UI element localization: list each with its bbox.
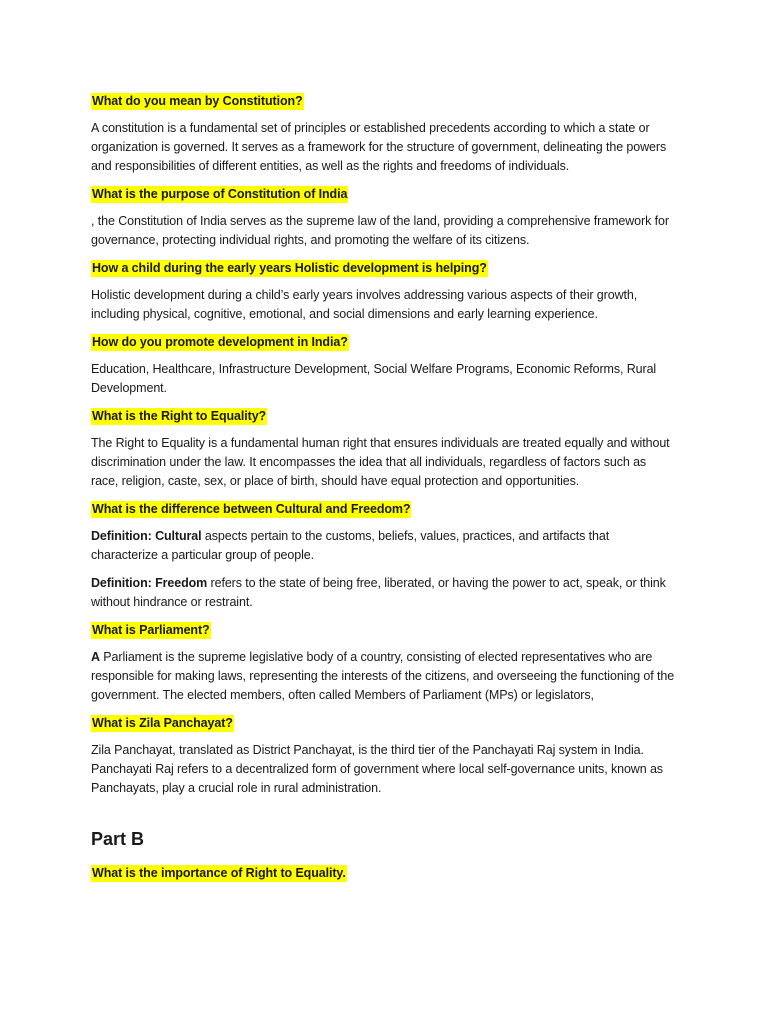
qa-importance-equality xyxy=(91,864,676,891)
qa-zila-panchayat xyxy=(91,714,676,798)
definition-label: Definition: Freedom xyxy=(91,576,208,590)
question-heading: What is the Right to Equality? xyxy=(92,409,267,423)
answer-text: The Right to Equality is a fundamental human right that ensures individuals are treated equally and without discrimination under the law. It encompasses the idea that all individuals, regardless of factors such as race, religion, caste, sex, or place of birth, should have equal protection and opportunities. xyxy=(91,436,670,488)
qa-holistic-development xyxy=(91,259,676,324)
answer-bold-lead: A xyxy=(91,650,100,664)
question-heading: What is the importance of Right to Equality. xyxy=(92,866,346,880)
answer-body: Parliament is the supreme legislative body of a country, consisting of elected representatives who are responsible for making laws, representing the interests of the citizens, and overseeing the functioning of the government. The elected members, often called Members of Parliament (MPs) or legislators, xyxy=(91,650,675,702)
question-heading: How do you promote development in India? xyxy=(92,335,348,349)
definition-cultural xyxy=(91,527,676,565)
question-heading: What is the purpose of Constitution of India xyxy=(92,187,348,201)
qa-purpose-constitution xyxy=(91,185,676,250)
definition-freedom xyxy=(91,574,676,612)
answer-text xyxy=(91,648,676,705)
question-heading: What is the difference between Cultural and Freedom? xyxy=(92,502,411,516)
part-b-title: Part B xyxy=(91,829,145,849)
question-heading: What is Zila Panchayat? xyxy=(92,716,233,730)
definition-label: Definition: Cultural xyxy=(91,529,202,543)
answer-text: A constitution is a fundamental set of principles or established precedents according to which a state or organization is governed. It serves as a framework for the structure of government, delineating the powers and responsibilities of different entities, as well as the rights and freedoms of individuals. xyxy=(91,121,667,173)
question-heading: What do you mean by Constitution? xyxy=(92,94,303,108)
definition-text: aspects pertain to the customs, beliefs, values, practices, and artifacts that characterize a particular group of people. xyxy=(91,529,610,562)
question-heading: How a child during the early years Holistic development is helping? xyxy=(92,261,487,275)
definition-text: refers to the state of being free, liberated, or having the power to act, speak, or think without hindrance or restraint. xyxy=(91,576,666,609)
qa-right-to-equality xyxy=(91,407,676,491)
qa-constitution xyxy=(91,92,676,176)
answer-text: Zila Panchayat, translated as District Panchayat, is the third tier of the Panchayati Raj system in India. Panchayati Raj refers to a decentralized form of government where local self-governance units, known as Panchayats, play a crucial role in rural administration. xyxy=(91,743,663,795)
qa-cultural-freedom xyxy=(91,500,676,612)
answer-text: Holistic development during a child’s early years involves addressing various aspects of their growth, including physical, cognitive, emotional, and social dimensions and early learning experience. xyxy=(91,288,638,321)
answer-text: , the Constitution of India serves as the supreme law of the land, providing a comprehensive framework for governance, protecting individual rights, and promoting the welfare of its citizens. xyxy=(91,214,669,247)
question-heading: What is Parliament? xyxy=(92,623,210,637)
qa-promote-development xyxy=(91,333,676,398)
qa-parliament xyxy=(91,621,676,705)
answer-text: Education, Healthcare, Infrastructure Development, Social Welfare Programs, Economic Reforms, Rural Development. xyxy=(91,362,657,395)
